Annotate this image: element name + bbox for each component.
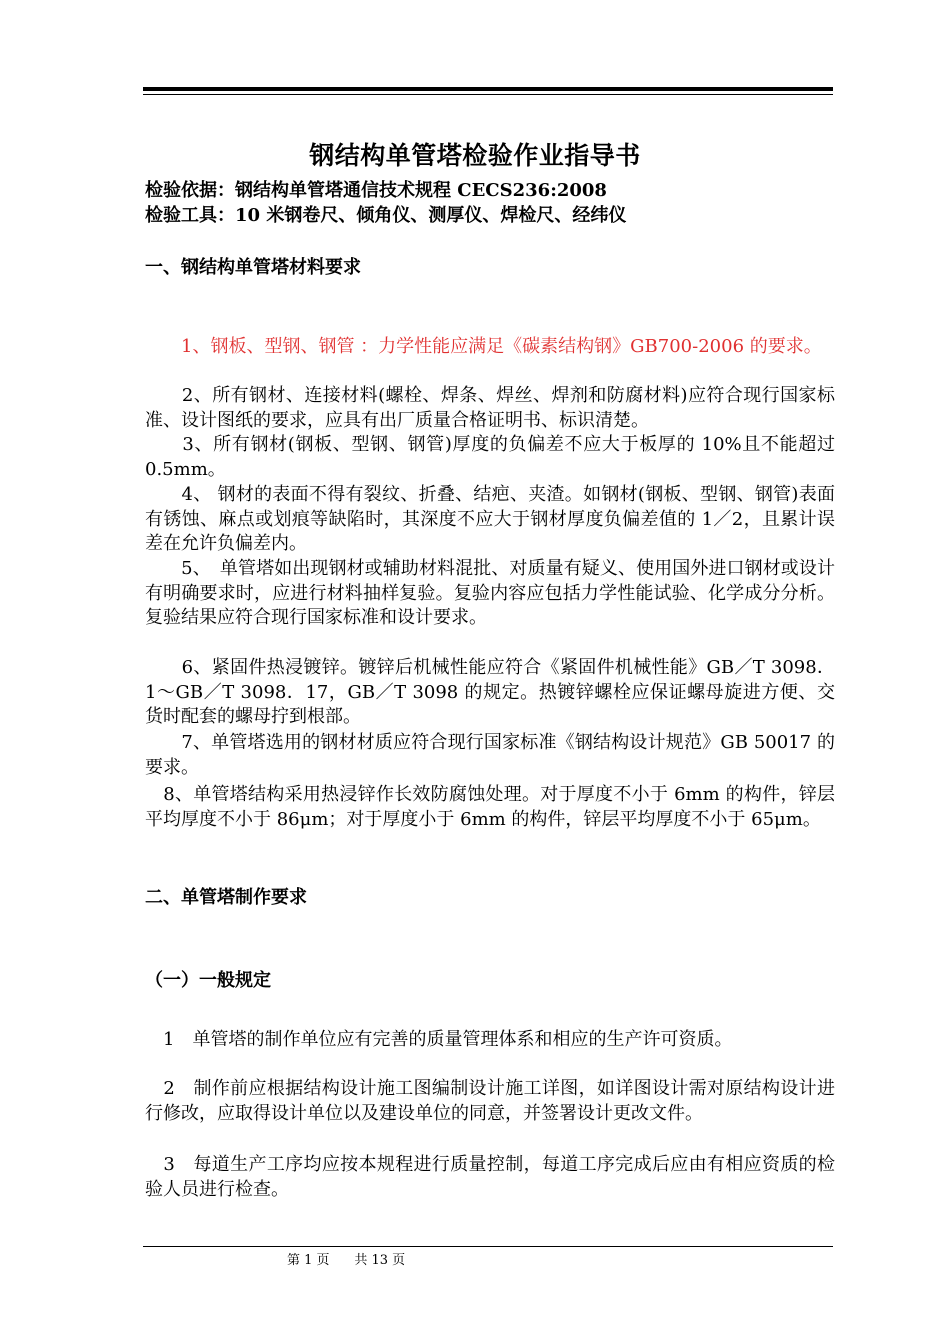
material-item-4: 4、 钢材的表面不得有裂纹、折叠、结疤、夹渣。如钢材(钢板、型钢、钢管)表面有锈蚀、麻点或划痕等缺陷时，其深度不应大于钢材厚度负偏差值的 1／2，且累计误差在允许负偏差内。	[145, 484, 835, 554]
header-rule-thin	[143, 94, 833, 95]
page-total: 共 13 页	[354, 1253, 406, 1268]
section-2-subheading: （一）一般规定	[145, 970, 271, 991]
inspection-tools: 检验工具：10 米钢卷尺、倾角仪、测厚仪、焊检尺、经纬仪	[145, 205, 627, 226]
general-rule-1: 1 单管塔的制作单位应有完善的质量管理体系和相应的生产许可资质。	[145, 1029, 733, 1050]
material-item-5: 5、 单管塔如出现钢材或辅助材料混批、对质量有疑义、使用国外进口钢材或设计有明确要求时，应进行材料抽样复验。复验内容应包括力学性能试验、化学成分分析。复验结果应符合现行国家标准和设计要求。	[145, 558, 835, 628]
material-item-8: 8、单管塔结构采用热浸锌作长效防腐蚀处理。对于厚度不小于 6mm 的构件，锌层平均厚度不小于 86μm；对于厚度小于 6mm 的构件，锌层平均厚度不小于 65μm。	[145, 784, 835, 830]
page-number: 第 1 页	[287, 1253, 330, 1268]
general-rule-3: 3 每道生产工序均应按本规程进行质量控制，每道工序完成后应由有相应资质的检验人员进行检查。	[145, 1154, 835, 1200]
general-rule-2: 2 制作前应根据结构设计施工图编制设计施工详图，如详图设计需对原结构设计进行修改，应取得设计单位以及建设单位的同意，并签署设计更改文件。	[145, 1078, 835, 1124]
material-item-7: 7、单管塔选用的钢材材质应符合现行国家标准《钢结构设计规范》GB 50017 的要求。	[145, 732, 835, 778]
material-item-1: 1、钢板、型钢、钢管 ：力学性能应满足《碳素结构钢》GB700-2006 的要求。	[145, 336, 822, 357]
material-item-2: 2、所有钢材、连接材料(螺栓、焊条、焊丝、焊剂和防腐材料)应符合现行国家标准、设计图纸的要求，应具有出厂质量合格证明书、标识清楚。	[145, 385, 835, 431]
page-footer	[287, 1249, 405, 1268]
material-item-3: 3、所有钢材(钢板、型钢、钢管)厚度的负偏差不应大于板厚的 10%且不能超过 0.5mm。	[145, 434, 835, 480]
material-item-6: 6、紧固件热浸镀锌。镀锌后机械性能应符合《紧固件机械性能》GB／T 3098．1～GB／T 3098．17，GB／T 3098 的规定。热镀锌螺栓应保证螺母旋进方便、交货时配套的螺母拧到根部。	[145, 657, 835, 727]
document-title: 钢结构单管塔检验作业指导书	[309, 141, 641, 170]
footer-rule	[143, 1246, 833, 1247]
section-1-heading: 一、钢结构单管塔材料要求	[145, 257, 361, 278]
inspection-basis: 检验依据：钢结构单管塔通信技术规程 CECS236:2008	[145, 180, 607, 201]
header-rule-thick	[143, 87, 833, 91]
section-2-heading: 二、单管塔制作要求	[145, 887, 307, 908]
